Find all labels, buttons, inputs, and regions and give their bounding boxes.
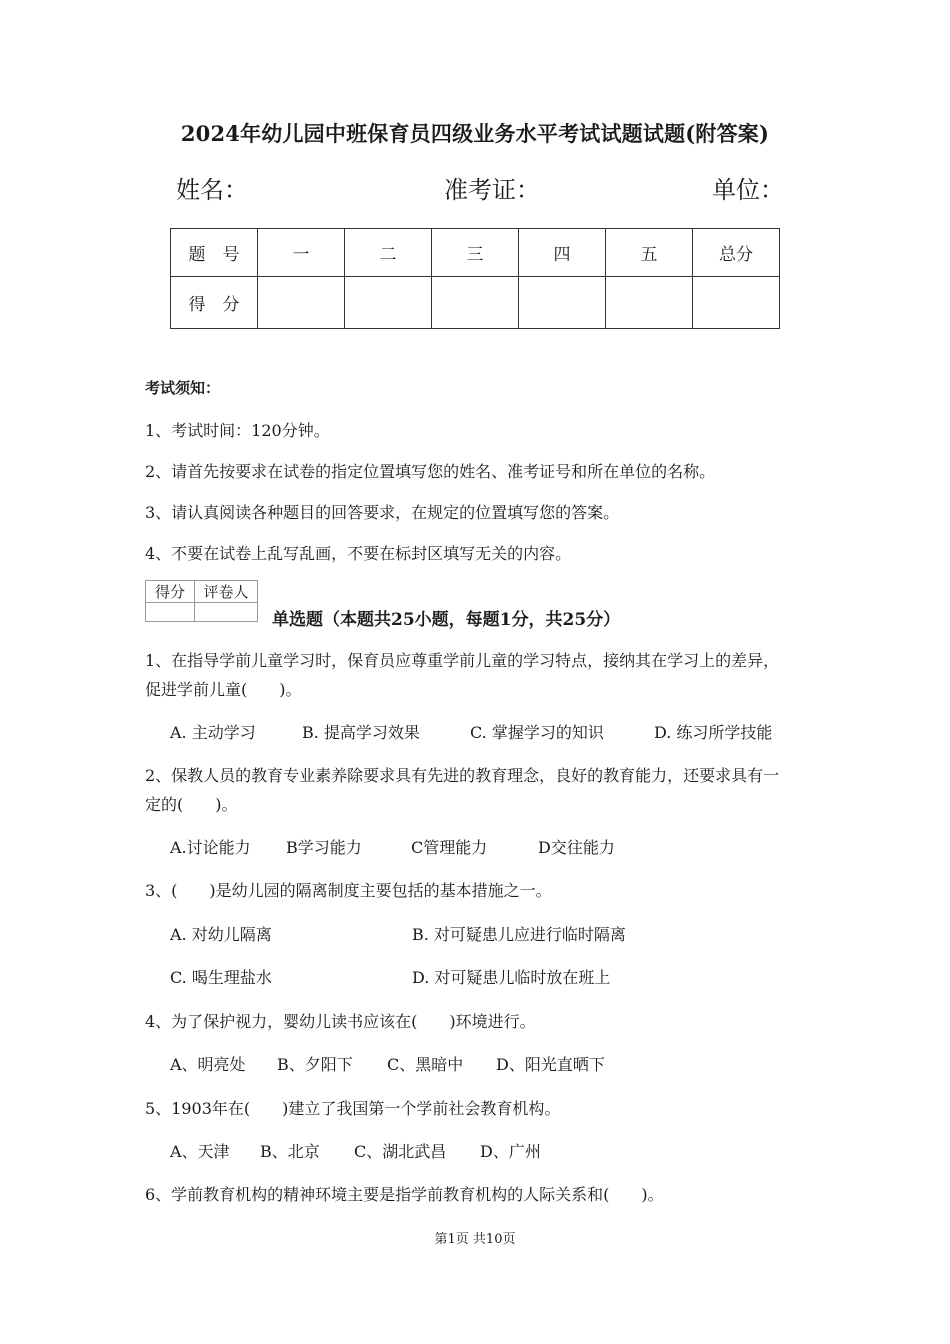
question-text-continued: 定的( )。 [145,795,238,814]
option-b: B. 对可疑患儿应进行临时隔离 [412,925,626,944]
exam-number-field-label: 准考证： [444,176,540,204]
unit-field-label: 单位： [712,176,784,204]
option-b: B. 提高学习效果 [302,723,420,742]
question-text: 4、为了保护视力，婴幼儿读书应该在( )环境进行。 [145,1012,536,1031]
score-table-header-4: 四 [519,229,606,277]
option-a: A. 对幼儿隔离 [170,925,272,944]
grader-table [145,580,258,622]
question-text-continued: 促进学前儿童( )。 [145,680,302,699]
grader-score-cell[interactable] [146,603,195,622]
option-b: B、夕阳下 [277,1055,353,1074]
question-text: 3、( )是幼儿园的隔离制度主要包括的基本措施之一。 [145,881,552,900]
notice-item: 2、请首先按要求在试卷的指定位置填写您的姓名、准考证号和所在单位的名称。 [145,462,716,481]
notice-item: 3、请认真阅读各种题目的回答要求，在规定的位置填写您的答案。 [145,503,620,522]
notice-heading: 考试须知： [145,379,221,397]
option-d: D交往能力 [538,838,615,857]
option-d: D、广州 [480,1142,541,1161]
score-cell[interactable] [345,277,432,329]
score-table-row-label: 得 分 [171,277,258,329]
page-title: 2024年幼儿园中班保育员四级业务水平考试试题试题(附答案) [180,121,770,146]
notice-item: 1、考试时间：120分钟。 [145,421,330,440]
option-c: C、黑暗中 [387,1055,464,1074]
score-table-header-row [171,229,780,277]
option-d: D. 对可疑患儿临时放在班上 [412,968,611,987]
grader-table-score-label: 得分 [146,581,195,603]
grader-table-grader-label: 评卷人 [195,581,258,603]
option-c: C管理能力 [411,838,488,857]
score-cell[interactable] [432,277,519,329]
score-table-score-row [171,277,780,329]
score-table-header-3: 三 [432,229,519,277]
page-footer: 第1页 共10页 [434,1232,516,1247]
score-table-header-total: 总分 [693,229,780,277]
option-d: D、阳光直晒下 [496,1055,605,1074]
score-table-header-1: 一 [258,229,345,277]
option-b: B、北京 [260,1142,320,1161]
score-table-header-2: 二 [345,229,432,277]
score-cell[interactable] [258,277,345,329]
notice-item: 4、不要在试卷上乱写乱画，不要在标封区填写无关的内容。 [145,544,572,563]
option-a: A、天津 [170,1142,230,1161]
option-a: A、明亮处 [170,1055,246,1074]
score-table-header-label: 题 号 [171,229,258,277]
grader-name-cell[interactable] [195,603,258,622]
score-cell[interactable] [519,277,606,329]
option-c: C. 喝生理盐水 [170,968,272,987]
name-field-label: 姓名： [176,176,248,204]
score-cell[interactable] [606,277,693,329]
question-text: 6、学前教育机构的精神环境主要是指学前教育机构的人际关系和( )。 [145,1185,664,1204]
option-c: C. 掌握学习的知识 [470,723,604,742]
option-a: A. 主动学习 [170,723,256,742]
option-a: A.讨论能力 [170,838,251,857]
question-text: 2、保教人员的教育专业素养除要求具有先进的教育理念，良好的教育能力，还要求具有一 [145,766,780,785]
score-table-header-5: 五 [606,229,693,277]
question-text: 1、在指导学前儿童学习时，保育员应尊重学前儿童的学习特点，接纳其在学习上的差异， [145,651,780,670]
option-d: D. 练习所学技能 [654,723,773,742]
question-text: 5、1903年在( )建立了我国第一个学前社会教育机构。 [145,1099,561,1118]
score-cell-total[interactable] [693,277,780,329]
section-title: 单选题（本题共25小题，每题1分，共25分） [272,610,621,630]
option-b: B学习能力 [286,838,362,857]
option-c: C、湖北武昌 [354,1142,447,1161]
score-table [170,228,780,329]
